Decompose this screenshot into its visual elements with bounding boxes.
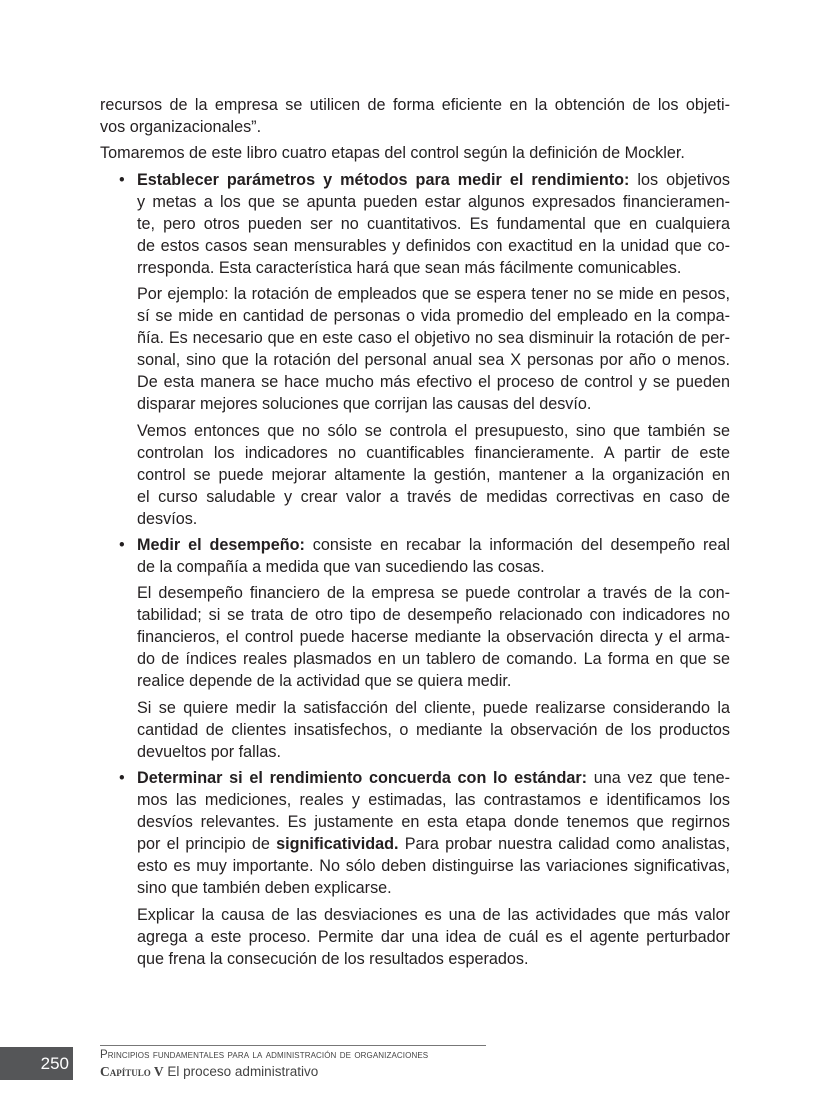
text-line: financieros, el control puede hacerse mediante la observación directa y el arma- [137, 628, 730, 647]
bold-term: significatividad. [276, 835, 399, 854]
footer-divider [100, 1045, 486, 1046]
bullet-icon: • [119, 769, 125, 788]
paragraph [100, 697, 730, 763]
text-line: que frena la consecución de los resultados esperados. [137, 949, 529, 968]
text-line: Tomaremos de este libro cuatro etapas del control según la definición de Mockler. [100, 144, 685, 163]
paragraph [100, 94, 730, 138]
text-segment: Para probar nuestra calidad como analistas, [398, 835, 730, 854]
text-line [137, 169, 730, 191]
text-line: De esta manera se hace mucho más efectivo el proceso de control y se pueden [137, 373, 730, 392]
text-line: controlan los indicadores no cuantificables financieramente. A partir de este [137, 443, 730, 462]
page-body [100, 94, 730, 974]
text-line [137, 767, 730, 789]
bullet-icon: • [119, 170, 125, 189]
text-segment: los objetivos [629, 170, 731, 189]
paragraph [100, 582, 730, 692]
bullet-item [100, 534, 730, 578]
text-segment: por el principio de [137, 835, 277, 854]
bullet-icon: • [119, 535, 125, 554]
text-line: esto es muy importante. No sólo deben distinguirse las variaciones significativas, [137, 857, 730, 876]
text-line: vos organizacionales”. [100, 118, 262, 136]
chapter-title: El proceso administrativo [163, 1064, 319, 1079]
text-line: Vemos entonces que no sólo se controla el presupuesto, sino que también se [137, 421, 730, 440]
text-line: tabilidad; si se trata de otro tipo de desempeño relacionado con indicadores no [137, 606, 730, 625]
bold-term: Medir el desempeño: [137, 535, 305, 554]
text-line: Por ejemplo: la rotación de empleados que se espera tener no se mide en pesos, [137, 285, 730, 304]
chapter-label: Capítulo V [100, 1064, 164, 1079]
paragraph [100, 420, 730, 530]
text-line [137, 534, 730, 556]
text-line: sino que también deben explicarse. [137, 879, 392, 898]
text-line [137, 833, 730, 855]
footer-book-title: Principios fundamentales para la administración de organizaciones [100, 1049, 429, 1061]
text-line: realice depende de la actividad que se quiera medir. [137, 672, 512, 691]
text-segment: una vez que tene- [587, 769, 731, 788]
bold-term: Determinar si el rendimiento concuerda con lo estándar: [137, 769, 588, 788]
text-line: ñía. Es necesario que en este caso el objetivo no sea disminuir la rotación de per- [137, 329, 730, 348]
text-line: y metas a los que se apunta pueden estar algunos expresados financieramen- [137, 192, 730, 211]
text-line: disparar mejores soluciones que corrijan las causas del desvío. [137, 395, 592, 414]
footer-chapter [100, 1064, 318, 1080]
text-line: control se puede mejorar altamente la gestión, mantener a la organización en [137, 465, 730, 484]
text-line: Explicar la causa de las desviaciones es una de las actividades que más valor [137, 905, 730, 924]
bullet-item [100, 767, 730, 899]
text-line: de la compañía a medida que van sucediendo las cosas. [137, 557, 545, 576]
text-line: de estos casos sean mensurables y definidos con exactitud en la unidad que co- [137, 236, 730, 255]
paragraph [100, 904, 730, 970]
paragraph [100, 142, 730, 164]
text-line: El desempeño financiero de la empresa se puede controlar a través de la con- [137, 584, 730, 603]
text-segment: consiste en recabar la información del desempeño real [304, 535, 731, 554]
text-line: sonal, sino que la rotación del personal anual sea X personas por año o menos. [137, 351, 730, 370]
text-line: el curso saludable y crear valor a través de medidas correctivas en caso de [137, 487, 730, 506]
text-line: recursos de la empresa se utilicen de forma eficiente en la obtención de los objeti- [100, 96, 730, 114]
text-line: devueltos por fallas. [137, 742, 281, 761]
paragraph [100, 283, 730, 415]
text-line: sí se mide en cantidad de personas o vida promedio del empleado en la compa- [137, 307, 730, 326]
bold-term: Establecer parámetros y métodos para medir el rendimiento: [137, 170, 630, 189]
text-line: cantidad de clientes insatisfechos, o mediante la observación de los productos [137, 720, 730, 739]
text-line: Si se quiere medir la satisfacción del cliente, puede realizarse considerando la [137, 698, 730, 717]
text-line: rresponda. Esta característica hará que sean más fácilmente comunicables. [137, 258, 682, 277]
page-number: 250 [0, 1047, 73, 1080]
text-line: te, pero otros pueden ser no cuantitativos. Es fundamental que en cualquiera [137, 214, 730, 233]
text-line: desvíos relevantes. Es justamente en esta etapa donde tenemos que regirnos [137, 813, 730, 832]
text-line: mos las mediciones, reales y estimadas, las contrastamos e identificamos los [137, 791, 730, 810]
text-line: agrega a este proceso. Permite dar una idea de cuál es el agente perturbador [137, 927, 730, 946]
bullet-item [100, 169, 730, 279]
text-line: desvíos. [137, 509, 198, 528]
text-line: do de índices reales plasmados en un tablero de comando. La forma en que se [137, 650, 730, 669]
